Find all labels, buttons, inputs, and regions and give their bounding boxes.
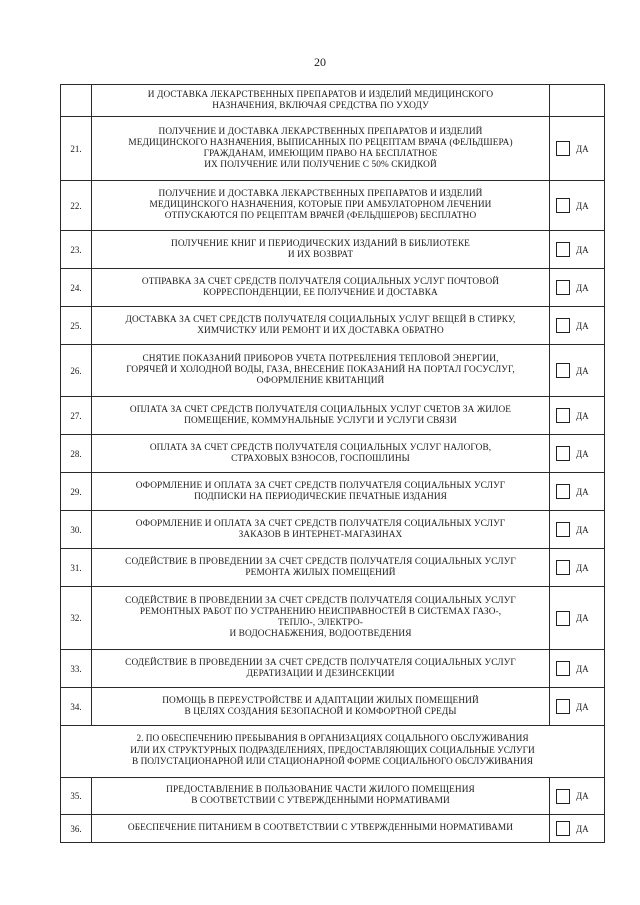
- description-line: ОТПУСКАЮТСЯ ПО РЕЦЕПТАМ ВРАЧЕЙ (ФЕЛЬДШЕРОВ) БЕСПЛАТНО: [164, 211, 477, 221]
- row-description: [92, 511, 550, 549]
- section-title: [61, 726, 605, 778]
- description-line: ПОМОЩЬ В ПЕРЕУСТРОЙСТВЕ И АДАПТАЦИИ ЖИЛЫХ ПОМЕЩЕНИЙ: [162, 695, 479, 706]
- yes-label: ДА: [576, 701, 589, 712]
- yes-option: [550, 198, 604, 213]
- yes-label: ДА: [576, 486, 589, 497]
- table-row: [61, 587, 605, 650]
- row-description: [92, 815, 550, 843]
- table-row: [61, 688, 605, 726]
- row-number: 34.: [61, 688, 92, 726]
- yes-checkbox[interactable]: [556, 789, 570, 804]
- yes-checkbox[interactable]: [556, 318, 570, 333]
- checkbox-cell: [550, 85, 605, 117]
- row-number: 28.: [61, 435, 92, 473]
- description-line: ЗАКАЗОВ В ИНТЕРНЕТ-МАГАЗИНАХ: [238, 529, 403, 540]
- yes-option: [550, 522, 604, 537]
- description-line: ПОМЕЩЕНИЕ, КОММУНАЛЬНЫЕ УСЛУГИ И УСЛУГИ СВЯЗИ: [184, 415, 457, 426]
- services-table-body: [61, 85, 605, 843]
- row-description: [92, 117, 550, 181]
- description-line: ПОЛУЧЕНИЕ И ДОСТАВКА ЛЕКАРСТВЕННЫХ ПРЕПАРАТОВ И ИЗДЕЛИЙ: [158, 189, 483, 199]
- section-title-line: 2. ПО ОБЕСПЕЧЕНИЮ ПРЕБЫВАНИЯ В ОРГАНИЗАЦИЯХ СОЦАЛЬНОГО ОБСЛУЖИВАНИЯ: [136, 734, 529, 745]
- yes-option: [550, 611, 604, 626]
- yes-label: ДА: [576, 613, 589, 623]
- checkbox-cell: [550, 345, 605, 397]
- description-line: МЕДИЦИНСКОГО НАЗНАЧЕНИЯ, ВЫПИСАННЫХ ПО РЕЦЕПТАМ ВРАЧА (ФЕЛЬДШЕРА): [128, 137, 513, 148]
- checkbox-cell: [550, 269, 605, 307]
- row-number: 32.: [61, 587, 92, 650]
- row-number: 23.: [61, 231, 92, 269]
- table-row: [61, 345, 605, 397]
- table-row: [61, 117, 605, 181]
- description-line: ХИМЧИСТКУ ИЛИ РЕМОНТ И ИХ ДОСТАВКА ОБРАТНО: [197, 325, 444, 336]
- description-line: РЕМОНТА ЖИЛЫХ ПОМЕЩЕНИЙ: [245, 567, 396, 578]
- row-description: [92, 181, 550, 231]
- description-line: ПОЛУЧЕНИЕ КНИГ И ПЕРИОДИЧЕСКИХ ИЗДАНИЙ В БИБЛИОТЕКЕ: [171, 238, 470, 249]
- description-line: ОФОРМЛЕНИЕ И ОПЛАТА ЗА СЧЕТ СРЕДСТВ ПОЛУЧАТЕЛЯ СОЦИАЛЬНЫХ УСЛУГ: [135, 518, 506, 529]
- description-line: ГОРЯЧЕЙ И ХОЛОДНОЙ ВОДЫ, ГАЗА, ВНЕСЕНИЕ ПОКАЗАНИЙ НА ПОРТАЛ ГОСУСЛУГ,: [126, 365, 515, 375]
- section-title-line: ИЛИ ИХ СТРУКТУРНЫХ ПОДРАЗДЕЛЕНИЯХ, ПРЕДОСТАВЛЯЮЩИХ СОЦИАЛЬНЫЕ УСЛУГИ: [130, 745, 535, 756]
- row-description: [92, 587, 550, 650]
- yes-label: ДА: [576, 791, 589, 801]
- row-number: 35.: [61, 778, 92, 815]
- yes-option: [550, 560, 604, 575]
- yes-label: ДА: [576, 200, 589, 211]
- yes-checkbox[interactable]: [556, 699, 570, 714]
- description-line: ОФОРМЛЕНИЕ И ОПЛАТА ЗА СЧЕТ СРЕДСТВ ПОЛУЧАТЕЛЯ СОЦИАЛЬНЫХ УСЛУГ: [135, 480, 506, 491]
- table-row: [61, 549, 605, 587]
- description-line: СТРАХОВЫХ ВЗНОСОВ, ГОСПОШЛИНЫ: [231, 453, 410, 464]
- row-number: 22.: [61, 181, 92, 231]
- row-description: [92, 269, 550, 307]
- section-title-line: В ПОЛУСТАЦИОНАРНОЙ ИЛИ СТАЦИОНАРНОЙ ФОРМЕ СОЦИАЛЬНОГО ОБСЛУЖИВАНИЯ: [132, 757, 533, 768]
- checkbox-cell: [550, 181, 605, 231]
- row-description: [92, 397, 550, 435]
- yes-label: ДА: [576, 143, 589, 154]
- table-row: [61, 473, 605, 511]
- yes-checkbox[interactable]: [556, 446, 570, 461]
- yes-checkbox[interactable]: [556, 141, 570, 156]
- yes-option: [550, 363, 604, 378]
- yes-checkbox[interactable]: [556, 484, 570, 499]
- description-line: ОПЛАТА ЗА СЧЕТ СРЕДСТВ ПОЛУЧАТЕЛЯ СОЦИАЛЬНЫХ УСЛУГ СЧЕТОВ ЗА ЖИЛОЕ: [129, 404, 512, 415]
- yes-label: ДА: [576, 282, 589, 293]
- checkbox-cell: [550, 815, 605, 843]
- checkbox-cell: [550, 549, 605, 587]
- yes-checkbox[interactable]: [556, 560, 570, 575]
- description-line: НАЗНАЧЕНИЯ, ВКЛЮЧАЯ СРЕДСТВА ПО УХОДУ: [212, 100, 429, 111]
- row-description: [92, 435, 550, 473]
- checkbox-cell: [550, 473, 605, 511]
- row-description: [92, 85, 550, 117]
- description-line: СНЯТИЕ ПОКАЗАНИЙ ПРИБОРОВ УЧЕТА ПОТРЕБЛЕНИЯ ТЕПЛОВОЙ ЭНЕРГИИ,: [142, 354, 499, 364]
- checkbox-cell: [550, 587, 605, 650]
- yes-checkbox[interactable]: [556, 242, 570, 257]
- row-description: [92, 688, 550, 726]
- yes-option: [550, 821, 604, 836]
- yes-label: ДА: [576, 365, 589, 376]
- description-line: ОПЛАТА ЗА СЧЕТ СРЕДСТВ ПОЛУЧАТЕЛЯ СОЦИАЛЬНЫХ УСЛУГ НАЛОГОВ,: [149, 442, 492, 453]
- row-number: 24.: [61, 269, 92, 307]
- description-line: ПРЕДОСТАВЛЕНИЕ В ПОЛЬЗОВАНИЕ ЧАСТИ ЖИЛОГО ПОМЕЩЕНИЯ: [166, 785, 475, 795]
- yes-checkbox[interactable]: [556, 280, 570, 295]
- description-line: СОДЕЙСТВИЕ В ПРОВЕДЕНИИ ЗА СЧЕТ СРЕДСТВ ПОЛУЧАТЕЛЯ СОЦИАЛЬНЫХ УСЛУГ: [125, 596, 516, 606]
- table-row: [61, 307, 605, 345]
- row-description: [92, 549, 550, 587]
- table-row: [61, 269, 605, 307]
- table-row: [61, 181, 605, 231]
- yes-option: [550, 242, 604, 257]
- description-line: ПОЛУЧЕНИЕ И ДОСТАВКА ЛЕКАРСТВЕННЫХ ПРЕПАРАТОВ И ИЗДЕЛИЙ: [158, 126, 483, 137]
- table-row: [61, 778, 605, 815]
- yes-checkbox[interactable]: [556, 522, 570, 537]
- yes-option: [550, 141, 604, 156]
- description-line: КОРРЕСПОНДЕНЦИИ, ЕЕ ПОЛУЧЕНИЕ И ДОСТАВКА: [203, 287, 438, 298]
- description-line: ОТПРАВКА ЗА СЧЕТ СРЕДСТВ ПОЛУЧАТЕЛЯ СОЦИАЛЬНЫХ УСЛУГ ПОЧТОВОЙ: [141, 276, 500, 287]
- table-row: [61, 231, 605, 269]
- table-row: [61, 397, 605, 435]
- checkbox-cell: [550, 231, 605, 269]
- description-line: СОДЕЙСТВИЕ В ПРОВЕДЕНИИ ЗА СЧЕТ СРЕДСТВ ПОЛУЧАТЕЛЯ СОЦИАЛЬНЫХ УСЛУГ: [125, 657, 516, 668]
- description-line: ДЕРАТИЗАЦИИ И ДЕЗИНСЕКЦИИ: [246, 668, 395, 679]
- row-number: 31.: [61, 549, 92, 587]
- yes-label: ДА: [576, 663, 589, 674]
- checkbox-cell: [550, 117, 605, 181]
- yes-option: [550, 484, 604, 499]
- checkbox-cell: [550, 688, 605, 726]
- yes-checkbox[interactable]: [556, 821, 570, 836]
- table-row-continuation: [61, 85, 605, 117]
- row-number: 36.: [61, 815, 92, 843]
- yes-label: ДА: [576, 562, 589, 573]
- description-line: ОФОРМЛЕНИЕ КВИТАНЦИЙ: [256, 376, 385, 386]
- row-description: [92, 473, 550, 511]
- yes-label: ДА: [576, 448, 589, 459]
- yes-label: ДА: [576, 410, 589, 421]
- description-line: ГРАЖДАНАМ, ИМЕЮЩИМ ПРАВО НА БЕСПЛАТНОЕ: [203, 148, 438, 159]
- yes-option: [550, 699, 604, 714]
- yes-option: [550, 446, 604, 461]
- table-row: [61, 650, 605, 688]
- description-line: МЕДИЦИНСКОГО НАЗНАЧЕНИЯ, КОТОРЫЕ ПРИ АМБУЛАТОРНОМ ЛЕЧЕНИИ: [149, 200, 492, 210]
- row-number: 29.: [61, 473, 92, 511]
- description-line: ИХ ПОЛУЧЕНИЕ ИЛИ ПОЛУЧЕНИЕ С 50% СКИДКОЙ: [204, 159, 437, 170]
- yes-checkbox[interactable]: [556, 408, 570, 423]
- description-line: В ЦЕЛЯХ СОЗДАНИЯ БЕЗОПАСНОЙ И КОМФОРТНОЙ СРЕДЫ: [184, 706, 457, 717]
- yes-option: [550, 318, 604, 333]
- yes-checkbox[interactable]: [556, 363, 570, 378]
- description-line: ОБЕСПЕЧЕНИЕ ПИТАНИЕМ В СООТВЕТСТВИИ С УТВЕРЖДЕННЫМИ НОРМАТИВАМИ: [127, 823, 514, 833]
- row-number: 27.: [61, 397, 92, 435]
- row-number: 25.: [61, 307, 92, 345]
- yes-checkbox[interactable]: [556, 611, 570, 626]
- yes-label: ДА: [576, 524, 589, 535]
- row-number: 33.: [61, 650, 92, 688]
- yes-label: ДА: [576, 823, 589, 834]
- checkbox-cell: [550, 650, 605, 688]
- row-number: 21.: [61, 117, 92, 181]
- yes-option: [550, 661, 604, 676]
- row-description: [92, 231, 550, 269]
- row-number: 26.: [61, 345, 92, 397]
- row-description: [92, 307, 550, 345]
- row-description: [92, 778, 550, 815]
- table-row: [61, 435, 605, 473]
- checkbox-cell: [550, 778, 605, 815]
- checkbox-cell: [550, 307, 605, 345]
- table-row: [61, 511, 605, 549]
- row-description: [92, 650, 550, 688]
- description-line: ДОСТАВКА ЗА СЧЕТ СРЕДСТВ ПОЛУЧАТЕЛЯ СОЦИАЛЬНЫХ УСЛУГ ВЕЩЕЙ В СТИРКУ,: [125, 314, 516, 325]
- yes-label: ДА: [576, 244, 589, 255]
- section-header-row: [61, 726, 605, 778]
- page-number: 20: [314, 55, 326, 69]
- description-line: В СООТВЕТСТВИИ С УТВЕРЖДЕННЫМИ НОРМАТИВАМИ: [191, 796, 450, 806]
- services-table: [60, 84, 605, 843]
- checkbox-cell: [550, 435, 605, 473]
- description-line: РЕМОНТНЫХ РАБОТ ПО УСТРАНЕНИЮ НЕИСПРАВНОСТЕЙ В СИСТЕМАХ ГАЗО-,: [139, 607, 502, 617]
- row-number-cell: [61, 85, 92, 117]
- description-line: ТЕПЛО-, ЭЛЕКТРО-: [278, 618, 363, 628]
- description-line: СОДЕЙСТВИЕ В ПРОВЕДЕНИИ ЗА СЧЕТ СРЕДСТВ ПОЛУЧАТЕЛЯ СОЦИАЛЬНЫХ УСЛУГ: [125, 556, 516, 567]
- row-description: [92, 345, 550, 397]
- yes-checkbox[interactable]: [556, 198, 570, 213]
- row-number: 30.: [61, 511, 92, 549]
- table-row: [61, 815, 605, 843]
- description-line: ПОДПИСКИ НА ПЕРИОДИЧЕСКИЕ ПЕЧАТНЫЕ ИЗДАНИЯ: [194, 491, 447, 502]
- yes-option: [550, 789, 604, 804]
- description-line: И ДОСТАВКА ЛЕКАРСТВЕННЫХ ПРЕПАРАТОВ И ИЗДЕЛИЙ МЕДИЦИНСКОГО: [147, 89, 494, 100]
- description-line: И ВОДОСНАБЖЕНИЯ, ВОДООТВЕДЕНИЯ: [229, 629, 412, 639]
- yes-checkbox[interactable]: [556, 661, 570, 676]
- checkbox-cell: [550, 397, 605, 435]
- description-line: И ИХ ВОЗВРАТ: [287, 249, 354, 260]
- yes-option: [550, 280, 604, 295]
- yes-label: ДА: [576, 320, 589, 331]
- yes-option: [550, 408, 604, 423]
- checkbox-cell: [550, 511, 605, 549]
